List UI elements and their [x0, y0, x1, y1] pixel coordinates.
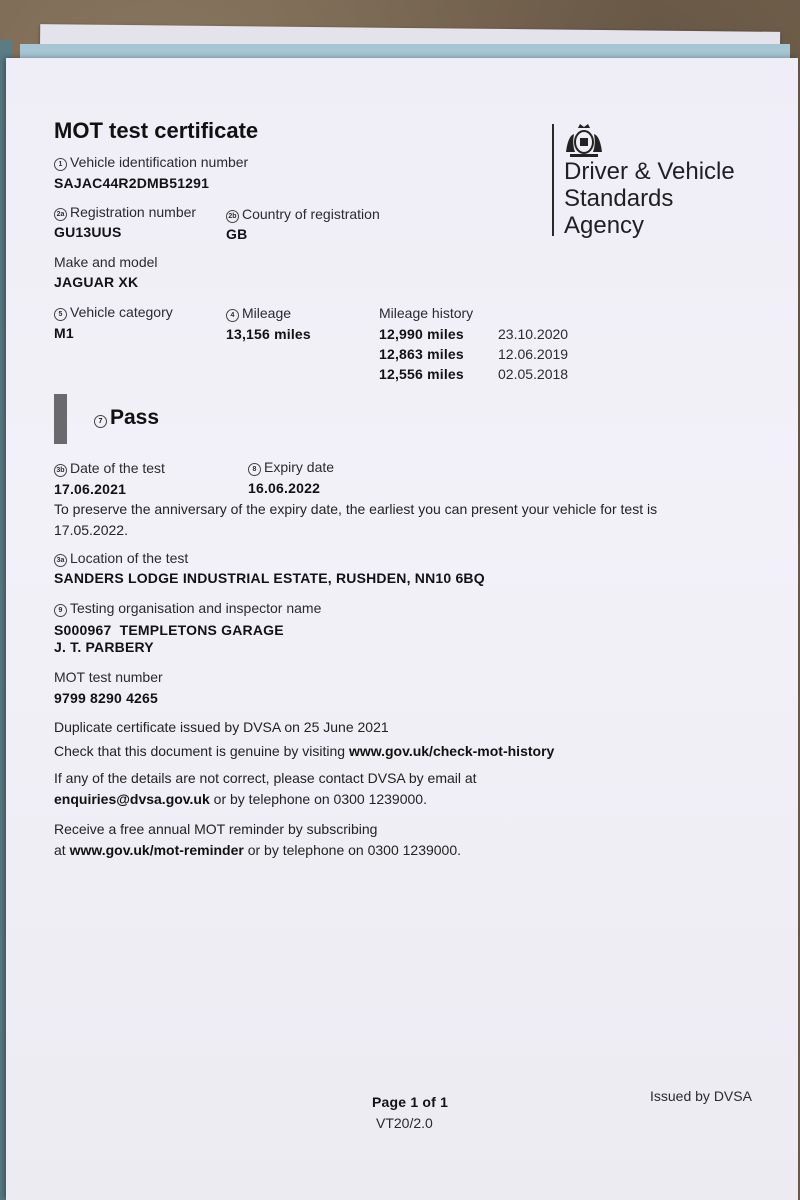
mileage-history-miles-1: 12,990 miles: [379, 326, 464, 342]
check-mot-history-link[interactable]: www.gov.uk/check-mot-history: [348, 743, 555, 759]
testing-org-value: S000967 TEMPLETONS GARAGE: [54, 622, 284, 638]
field-number-badge: 2a: [54, 208, 67, 221]
field-number-badge: 3a: [54, 554, 67, 567]
mileage-history-miles-2: 12,863 miles: [379, 346, 464, 362]
reminder-note: Receive a free annual MOT reminder by subscribing at www.gov.uk/mot-reminder or by telephone on 0300 1239000.: [54, 821, 462, 858]
form-number: VT20/2.0: [376, 1115, 433, 1131]
country-value: GB: [226, 226, 248, 242]
field-number-badge: 4: [226, 309, 239, 322]
field-number-badge: 2b: [226, 210, 239, 223]
location-label: 3a Location of the test: [54, 550, 188, 567]
mileage-history-date-3: 02.05.2018: [498, 366, 569, 382]
certificate-page: [6, 58, 798, 1200]
mileage-history-date-1: 23.10.2020: [498, 326, 569, 342]
agency-line-3: Agency: [564, 212, 645, 239]
make-model-label: Make and model: [54, 254, 158, 270]
category-value: M1: [54, 325, 74, 341]
vin-label: 1 Vehicle identification number: [54, 154, 248, 171]
test-date-value: 17.06.2021: [54, 481, 127, 497]
category-label: 5 Vehicle category: [54, 304, 173, 321]
issued-by: Issued by DVSA: [650, 1088, 752, 1104]
result-bar: [54, 394, 67, 444]
location-value: SANDERS LODGE INDUSTRIAL ESTATE, RUSHDEN, NN10 6BQ: [54, 570, 485, 586]
page-number: Page 1 of 1: [372, 1094, 449, 1110]
mileage-history-date-2: 12.06.2019: [498, 346, 569, 362]
field-number-badge: 5: [54, 308, 67, 321]
field-number-badge: 3b: [54, 464, 67, 477]
duplicate-note: Duplicate certificate issued by DVSA on 25 June 2021: [54, 719, 389, 735]
country-label: 2b Country of registration: [226, 206, 380, 223]
agency-name: [564, 158, 735, 239]
mileage-label: 4 Mileage: [226, 305, 291, 322]
mot-reminder-link[interactable]: www.gov.uk/mot-reminder: [69, 842, 244, 858]
contact-note: If any of the details are not correct, please contact DVSA by email at enquiries@dvsa.gov.uk or by telephone on 0300 1239000.: [54, 770, 477, 807]
expiry-date-value: 16.06.2022: [248, 480, 321, 496]
field-number-badge: 7: [94, 415, 107, 428]
registration-label: 2a Registration number: [54, 204, 196, 221]
testing-org-label: 9 Testing organisation and inspector name: [54, 600, 321, 617]
mileage-value: 13,156 miles: [226, 326, 311, 342]
registration-value: GU13UUS: [54, 224, 122, 240]
field-number-badge: 9: [54, 604, 67, 617]
inspector-name: J. T. PARBERY: [54, 639, 154, 655]
mileage-history-label: Mileage history: [379, 305, 474, 321]
royal-crest-icon: [562, 122, 606, 160]
page-title: MOT test certificate: [54, 118, 259, 143]
test-result: 7 Pass: [94, 406, 159, 430]
preserve-anniversary-note: To preserve the anniversary of the expiry date, the earliest you can present your vehicle for test is 17.05.2022.: [54, 501, 658, 538]
test-number-value: 9799 8290 4265: [54, 690, 159, 706]
vin-value: SAJAC44R2DMB51291: [54, 175, 210, 191]
test-number-label: MOT test number: [54, 669, 163, 685]
agency-divider: [552, 124, 554, 236]
field-number-badge: 1: [54, 158, 67, 171]
agency-line-2: Standards: [564, 185, 674, 212]
field-number-badge: 8: [248, 463, 261, 476]
expiry-date-label: 8 Expiry date: [248, 459, 334, 476]
test-date-label: 3b Date of the test: [54, 460, 165, 477]
agency-line-1: Driver & Vehicle: [564, 158, 735, 185]
mileage-history-miles-3: 12,556 miles: [379, 366, 464, 382]
enquiries-email-link[interactable]: enquiries@dvsa.gov.uk: [54, 791, 210, 807]
check-genuine-note: Check that this document is genuine by visiting www.gov.uk/check-mot-history: [54, 743, 555, 759]
make-model-value: JAGUAR XK: [54, 274, 139, 290]
